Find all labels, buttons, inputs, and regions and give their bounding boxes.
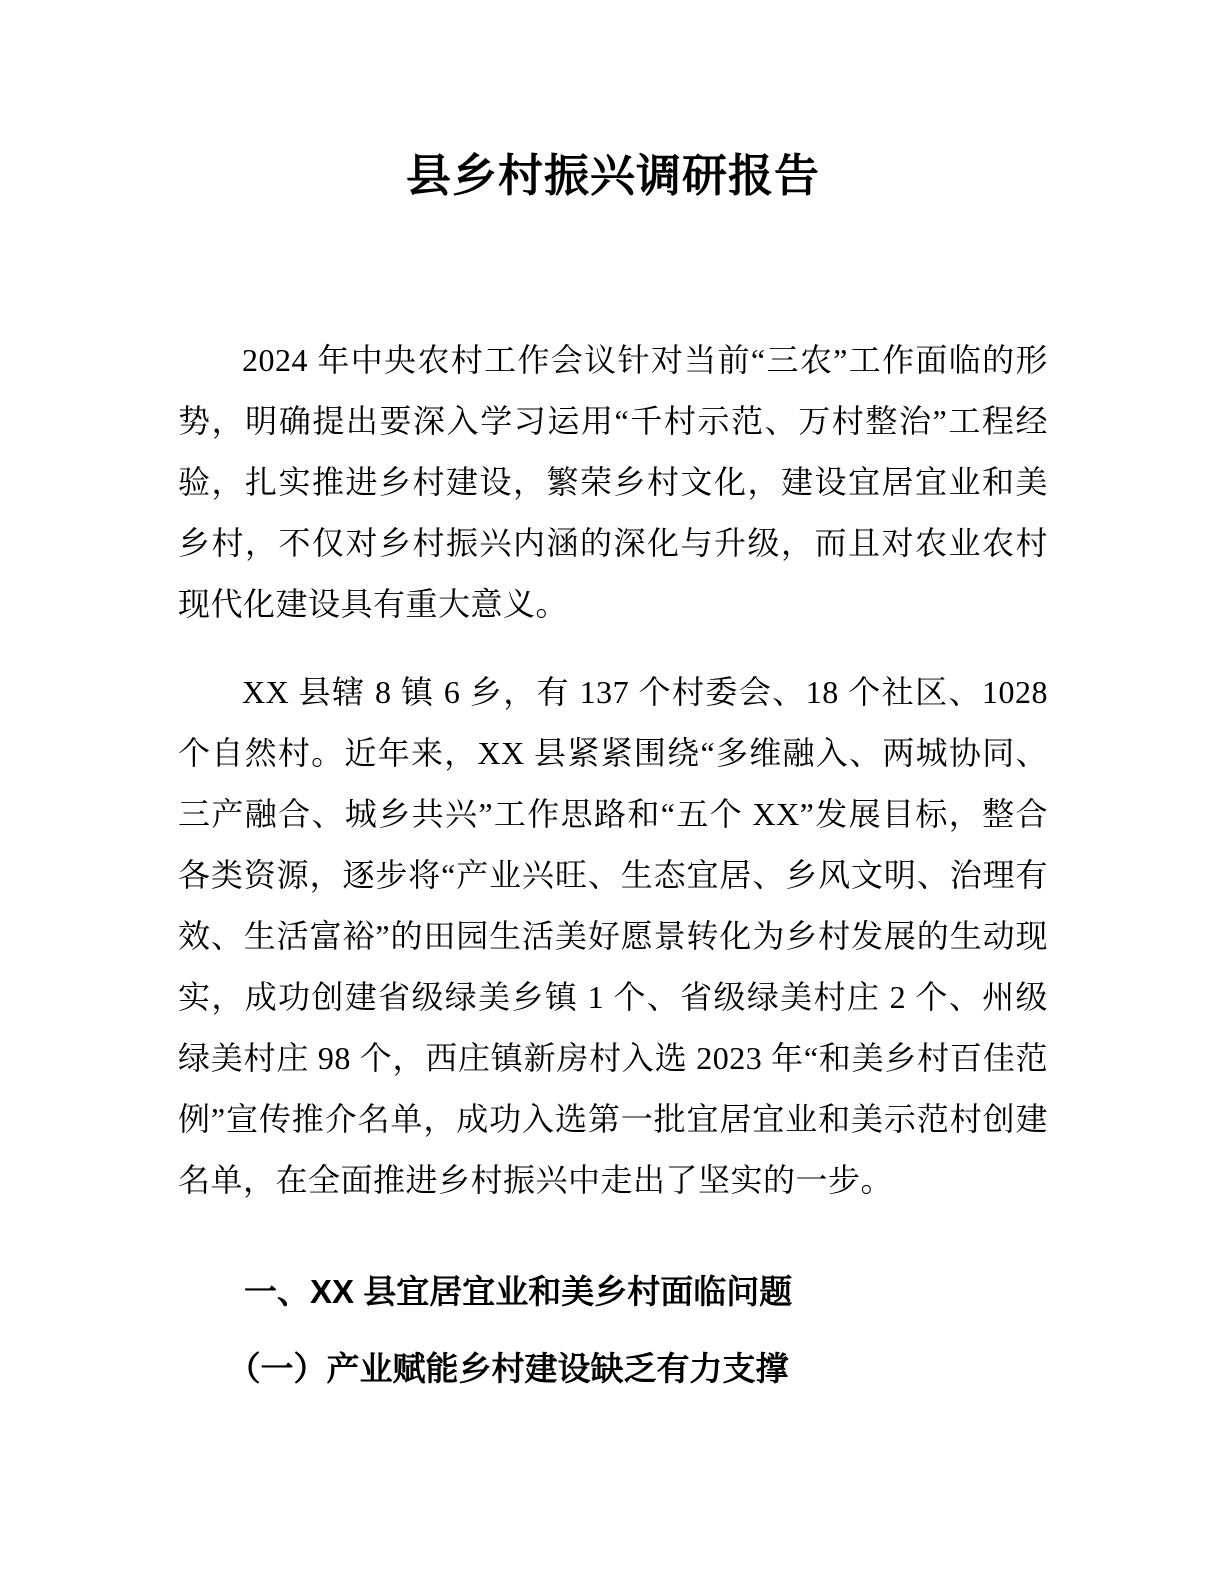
document-body [178, 330, 1048, 1399]
body-paragraph-1: 2024 年中央农村工作会议针对当前“三农”工作面临的形势，明确提出要深入学习运用“千村示范、万村整治”工程经验，扎实推进乡村建设，繁荣乡村文化，建设宜居宜业和美乡村，不仅对乡村振兴内涵的深化与升级，而且对农业农村现代化建设具有重大意义。 [178, 342, 1048, 622]
body-paragraph-2: XX 县辖 8 镇 6 乡，有 137 个村委会、18 个社区、1028 个自然村。近年来，XX 县紧紧围绕“多维融入、两城协同、三产融合、城乡共兴”工作思路和“五个 XX”发展目标，整合各类资源，逐步将“产业兴旺、生态宜居、乡风文明、治理有效、生活富裕”的田园生活美好愿景转化为乡村发展的生动现实，成功创建省级绿美乡镇 1 个、省级绿美村庄 2 个、州级绿美村庄 98 个，西庄镇新房村入选 2023 年“和美乡村百佳范例”宣传推介名单，成功入选第一批宜居宜业和美示范村创建名单，在全面推进乡村振兴中走出了坚实的一步。 [178, 674, 1048, 1198]
document-title: 县乡村振兴调研报告 [405, 151, 820, 201]
subsection-heading-industry-support: （一）产业赋能乡村建设缺乏有力支撑 [227, 1350, 789, 1387]
section-heading-problems: 一、XX 县宜居宜业和美乡村面临问题 [244, 1273, 793, 1310]
